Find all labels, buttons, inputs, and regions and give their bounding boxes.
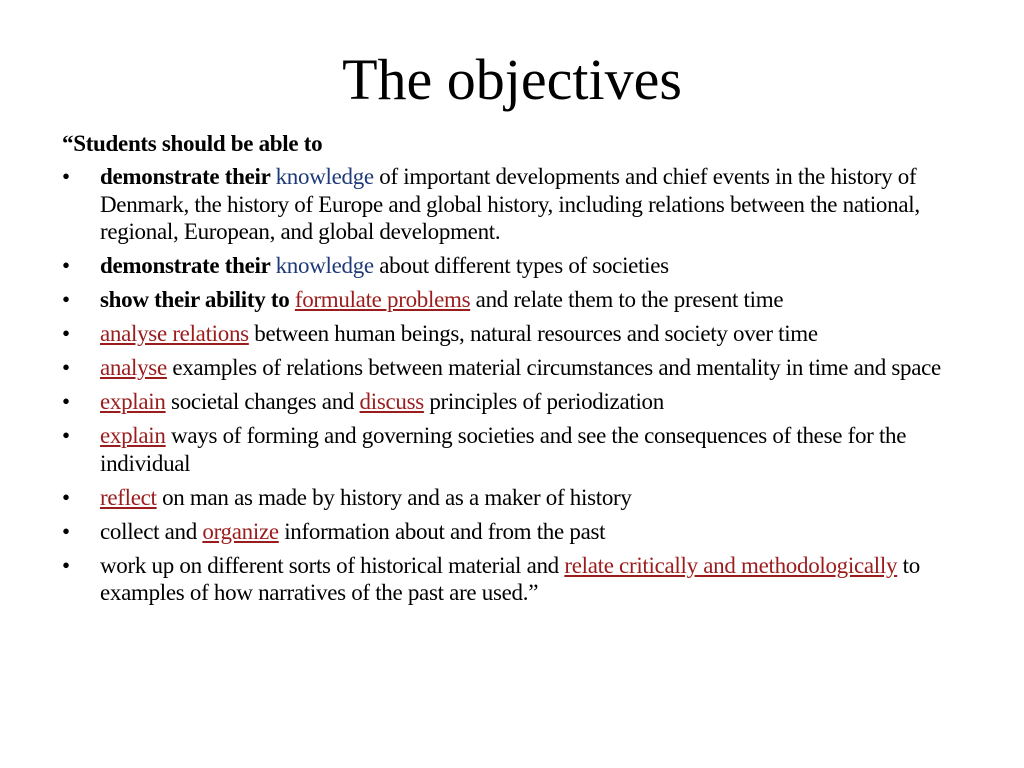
item-text: principles of periodization [423,389,664,414]
item-text: on man as made by history and as a maker of history [156,484,632,510]
list-item [62,163,962,246]
list-item [62,354,962,382]
keyword-knowledge: knowledge [275,253,374,278]
link-reflect[interactable]: reflect [100,484,157,510]
link-explain[interactable]: explain [100,389,166,414]
bullet-icon: • [62,484,70,510]
bullet-icon: • [62,423,70,448]
item-text: and relate them to the present time [470,287,784,312]
bullet-icon: • [62,389,70,414]
item-text: work up on different sorts of historical material and [100,552,565,578]
list-item [62,422,962,477]
item-text-bold: show their ability to [100,287,295,312]
item-text: between human beings, natural resources and society over time [248,321,818,346]
item-text: to examples of how narratives of the past are used.” [100,552,920,605]
link-explain[interactable]: explain [100,423,166,448]
list-item [62,518,962,546]
keyword-knowledge: knowledge [275,164,374,189]
bullet-icon: • [62,355,70,380]
item-text: ways of forming and governing societies and see the consequences of these for the individual [100,423,907,476]
link-discuss[interactable]: discuss [359,389,424,414]
bullet-icon: • [62,253,70,278]
bullet-icon: • [62,518,70,544]
list-item [62,484,962,512]
objectives-list [62,163,962,613]
item-text: collect and [100,518,203,544]
list-item [62,252,962,280]
item-text: of important developments and chief events in the history of Denmark, the history of Europe and global history, including relations between the national, regional, European, and global development. [100,164,920,244]
bullet-icon: • [62,287,70,312]
item-text-bold: demonstrate their [100,253,276,278]
bullet-icon: • [62,164,70,189]
link-analyse[interactable]: analyse [100,355,167,380]
list-item [62,286,962,314]
link-formulate-problems[interactable]: formulate problems [294,287,471,312]
item-text-bold: demonstrate their [100,164,276,189]
bullet-icon: • [62,321,70,346]
link-relate-critically[interactable]: relate critically and methodologically [564,552,898,578]
bullet-icon: • [62,552,70,578]
link-analyse-relations[interactable]: analyse relations [100,321,249,346]
item-text: information about and from the past [278,518,606,544]
item-text: about different types of societies [373,253,669,278]
item-text: societal changes and [165,389,360,414]
list-item [62,320,962,348]
link-organize[interactable]: organize [202,518,279,544]
list-item [62,552,962,607]
intro-text: “Students should be able to [62,131,323,156]
list-item [62,388,962,416]
item-text: examples of relations between material circumstances and mentality in time and space [166,355,941,380]
slide-title: The objectives [342,47,682,112]
